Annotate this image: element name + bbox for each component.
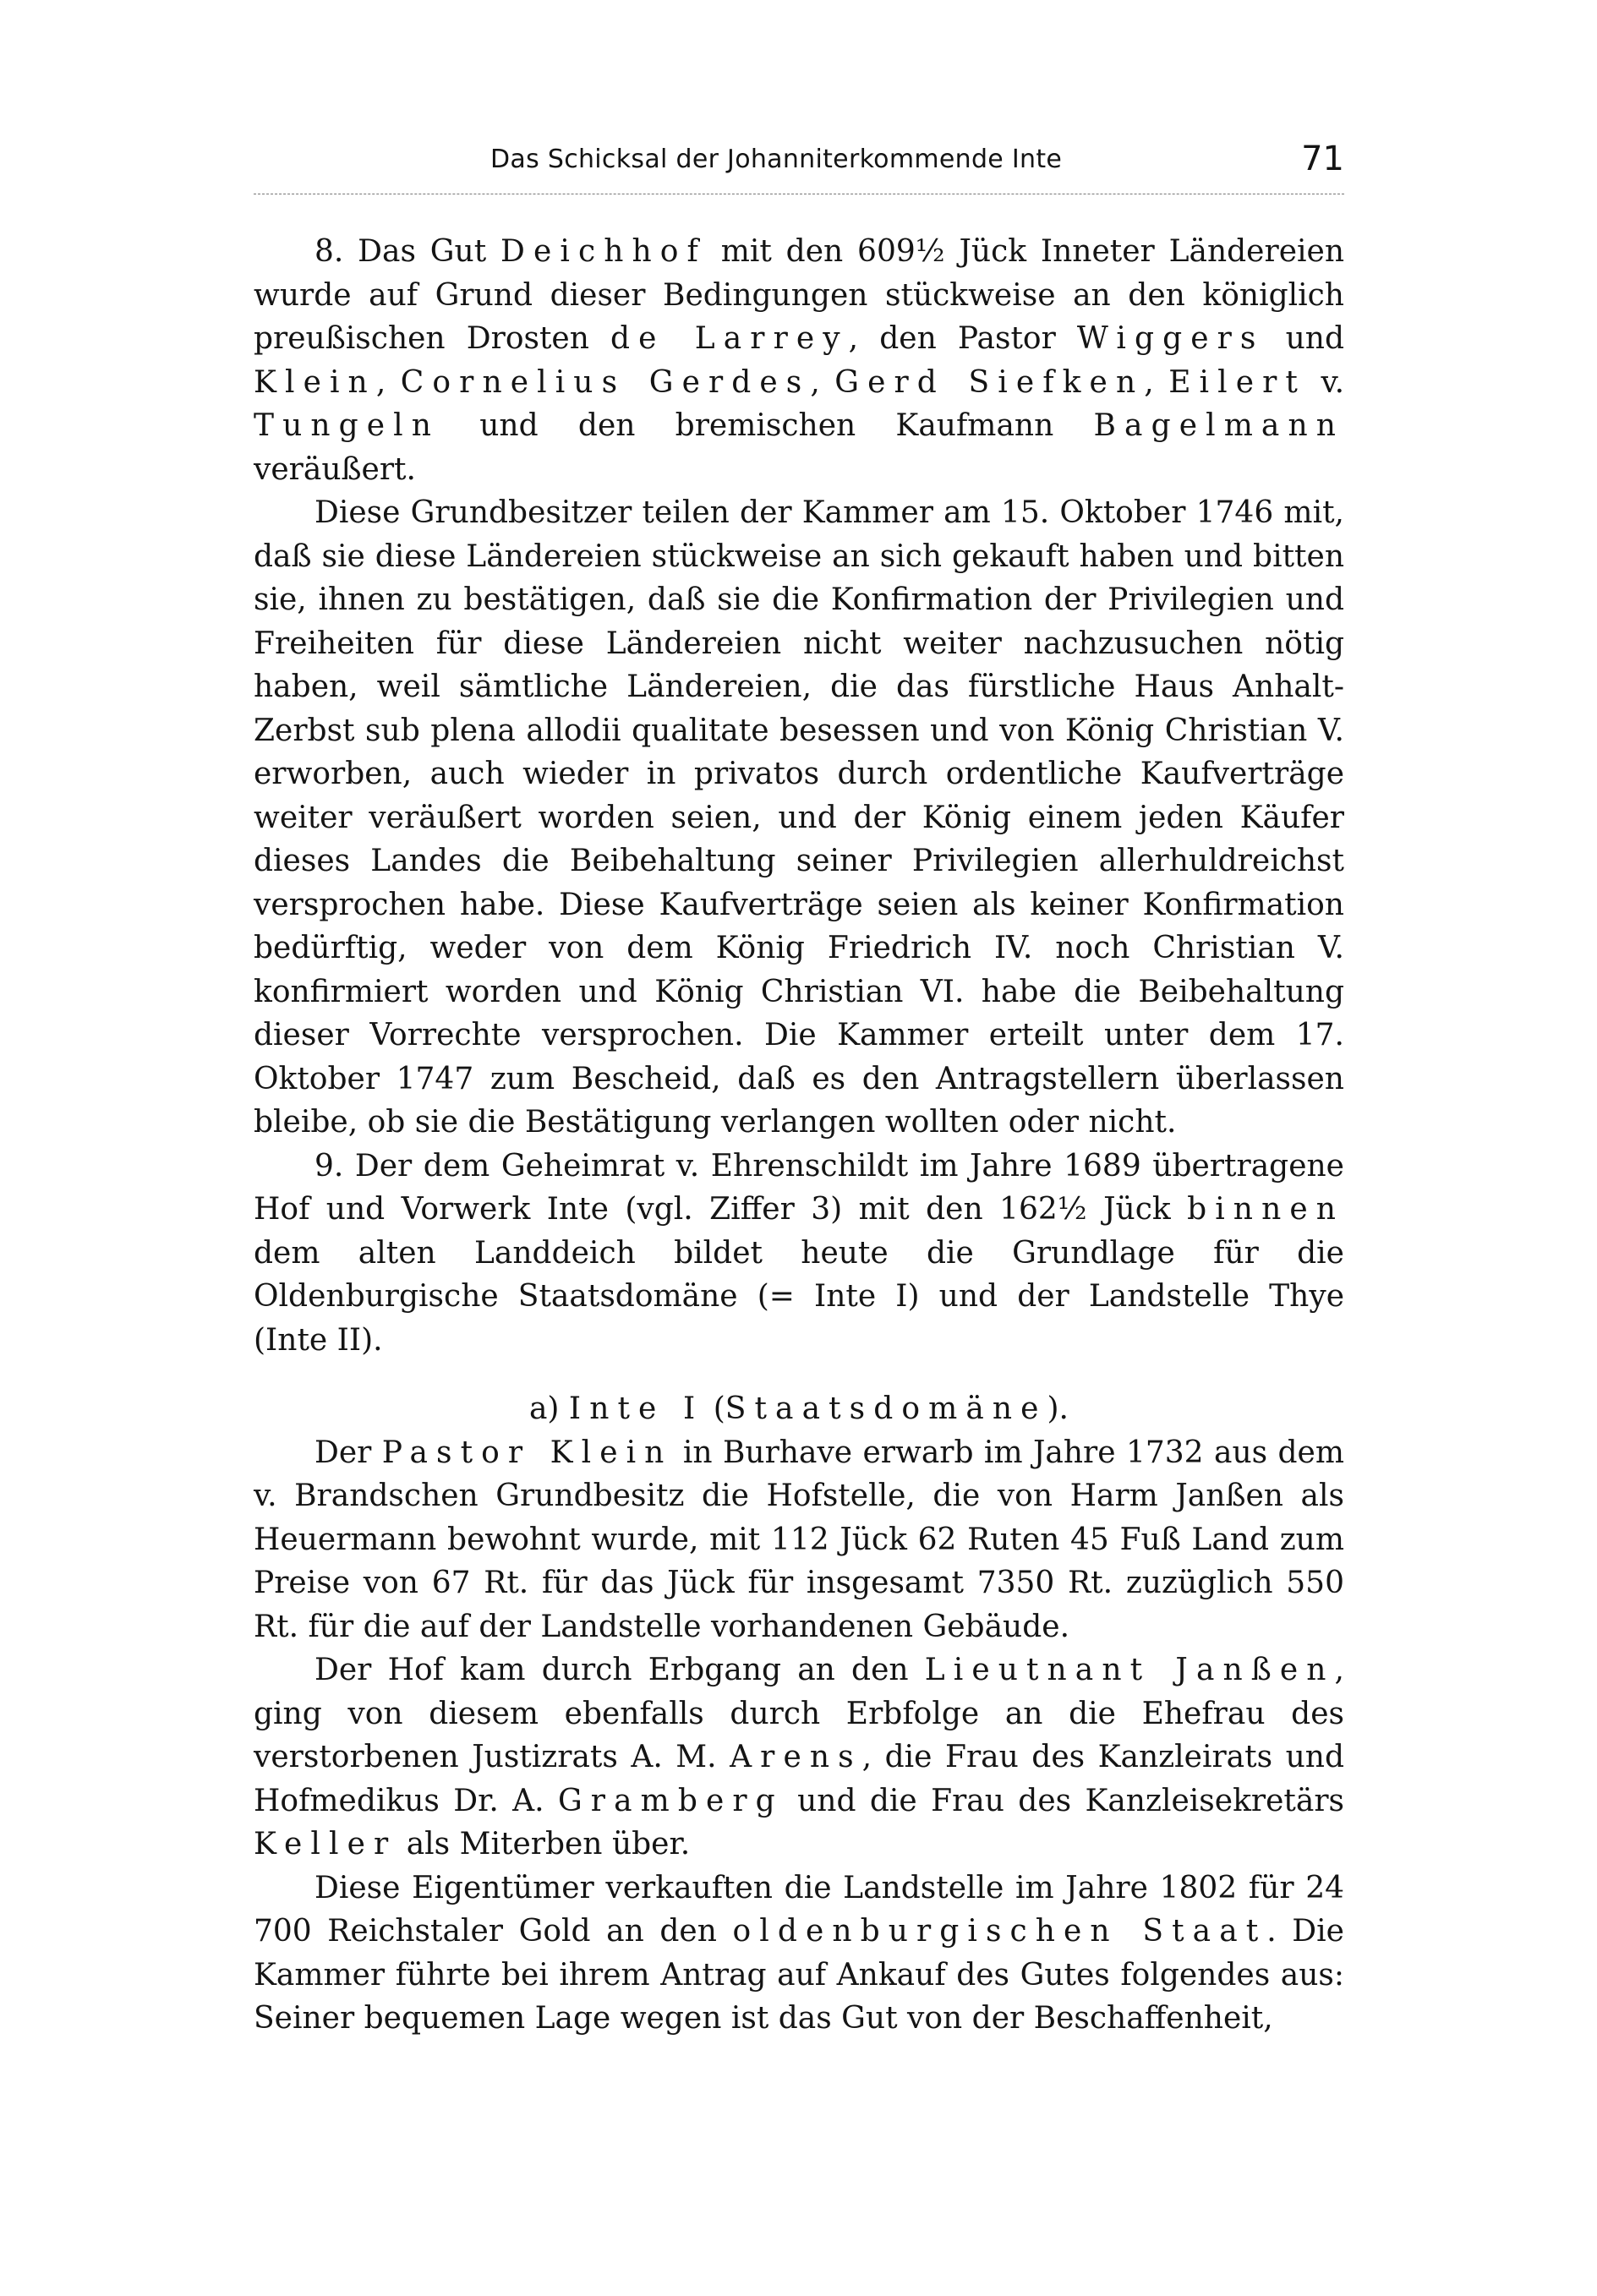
text-run: , die Frau des Kanzleirats und Hofmedikus Dr. A. — [254, 1740, 1344, 1818]
spaced-name: Pastor Klein — [381, 1435, 673, 1470]
paragraph-8-continued: Diese Grundbesitzer teilen der Kammer am 15. Oktober 1746 mit, daß sie diese Ländereien stückweise an sich gekauft haben und bitten sie, ihnen zu bestätigen, daß sie die Konfirmation der Privilegien und Freiheiten für diese Ländereien nicht weiter nachzusuchen nötig haben, weil sämtliche Ländereien, die das fürstliche Haus Anhalt-Zerbst sub plena allodii qualitate besessen und von König Christian V. erworben, auch wieder in privatos durch ordentliche Kaufverträge weiter veräußert worden seien, und der König einem jeden Käufer dieses Landes die Beibehaltung seiner Privilegien allerhuldreichst versprochen habe. Diese Kaufverträge seien als keiner Konfirmation bedürftig, weder von dem König Friedrich IV. noch Christian V. konfirmiert worden und König Christian VI. habe die Beibehaltung dieser Vorrechte versprochen. Die Kammer erteilt unter dem 17. Oktober 1747 zum Bescheid, daß es den Antragstellern überlassen bleibe, ob sie die Bestätigung verlangen wollten oder nicht. — [254, 495, 1344, 1140]
spaced-word: binnen — [1187, 1192, 1344, 1227]
paragraph-a-2 — [254, 1648, 1344, 1867]
text-run: , ging von diesem ebenfalls durch Erbfolge an die Ehefrau des verstorbenen Justizrats A. M. — [254, 1653, 1344, 1774]
text-run: Diese Eigentümer verkauften die Landstelle im Jahre 1802 für 24 700 Reichstaler Gold an den — [254, 1870, 1344, 1949]
text-run: veräußert. — [254, 451, 416, 487]
text-run: , — [810, 364, 835, 400]
text-run: , den Pastor — [848, 321, 1077, 356]
text-run: 9. Der dem Geheimrat v. Ehrenschildt im Jahre 1689 übertragene Hof und Vorwerk Inte (vgl. Ziffer 3) mit den 162½ Jück — [254, 1148, 1344, 1227]
text-run: und den bremischen Kaufmann — [440, 408, 1094, 443]
spaced-name: Klein — [254, 364, 376, 400]
paragraph-a-3 — [254, 1867, 1344, 2041]
spaced-name: Gerd Siefken — [834, 364, 1145, 400]
text-run: 8. Das Gut — [314, 234, 501, 269]
text-run: ). — [1047, 1391, 1069, 1426]
spaced-name: Eilert — [1168, 364, 1306, 400]
spaced-name: Cornelius Gerdes — [400, 364, 811, 400]
section-heading-inte-i — [254, 1387, 1344, 1431]
text-run: und die Frau des Kanzleisekretärs — [783, 1783, 1345, 1818]
text-run: und — [1264, 321, 1344, 356]
text-run: in Burhave erwarb im Jahre 1732 aus dem v. Brandschen Grundbesitz die Hofstelle, die von Harm Janßen als Heuermann bewohnt wurde, mit 112 Jück 62 Ruten 45 Fuß Land zum Preise von 67 Rt. für das Jück für insgesamt 7350 Rt. zuzüglich 550 Rt. für die auf der Landstelle vorhandenen Gebäude. — [254, 1435, 1344, 1644]
text-run: mit den 609½ Jück Inneter Ländereien wurde auf Grund dieser Bedingungen stückweise an den königlich preußischen Drosten — [254, 234, 1345, 356]
text-run: , — [1144, 364, 1169, 400]
text-run: als Miterben über. — [397, 1827, 691, 1861]
spaced-name: Wiggers — [1076, 321, 1265, 356]
text-run: Der — [314, 1435, 382, 1470]
book-page — [254, 139, 1344, 2041]
text-run: a) — [528, 1391, 569, 1426]
spaced-name: Keller — [254, 1827, 397, 1861]
running-header — [254, 139, 1344, 190]
text-run: v. — [1305, 364, 1345, 400]
text-run: Der Hof kam durch Erbgang an den — [314, 1653, 925, 1687]
spaced-word: Inte I — [568, 1391, 704, 1426]
text-run: dem alten Landdeich bildet heute die Grundlage für die Oldenburgische Staatsdomäne (= Inte I) und der Landstelle Thye (Inte II). — [254, 1235, 1344, 1358]
page-number: 71 — [1301, 139, 1344, 178]
spaced-word: Staatsdomäne — [725, 1391, 1047, 1426]
text-run: . Die Kammer führte bei ihrem Antrag auf Ankauf des Gutes folgendes aus: Seiner bequemen Lage wegen ist das Gut von der Beschaffenheit, — [254, 1914, 1344, 2036]
spaced-name: Arens — [730, 1740, 862, 1774]
text-run: , — [375, 364, 401, 400]
spaced-name: Deichhof — [500, 234, 707, 269]
paragraph-9 — [254, 1145, 1344, 1363]
paragraph-8 — [254, 230, 1344, 491]
page-body — [254, 230, 1344, 2041]
spaced-name: Lieutnant Janßen — [924, 1653, 1335, 1687]
spaced-name: Tungeln — [254, 408, 440, 443]
spaced-name: Bagelmann — [1093, 408, 1344, 443]
spaced-name: Gramberg — [557, 1783, 784, 1818]
running-title: Das Schicksal der Johanniterkommende Inte — [490, 145, 1063, 174]
text-run: ( — [703, 1391, 725, 1426]
spaced-name: oldenburgischen Staat — [732, 1914, 1267, 1949]
spaced-name: de Larrey — [610, 321, 849, 356]
paragraph-a-1 — [254, 1431, 1344, 1649]
